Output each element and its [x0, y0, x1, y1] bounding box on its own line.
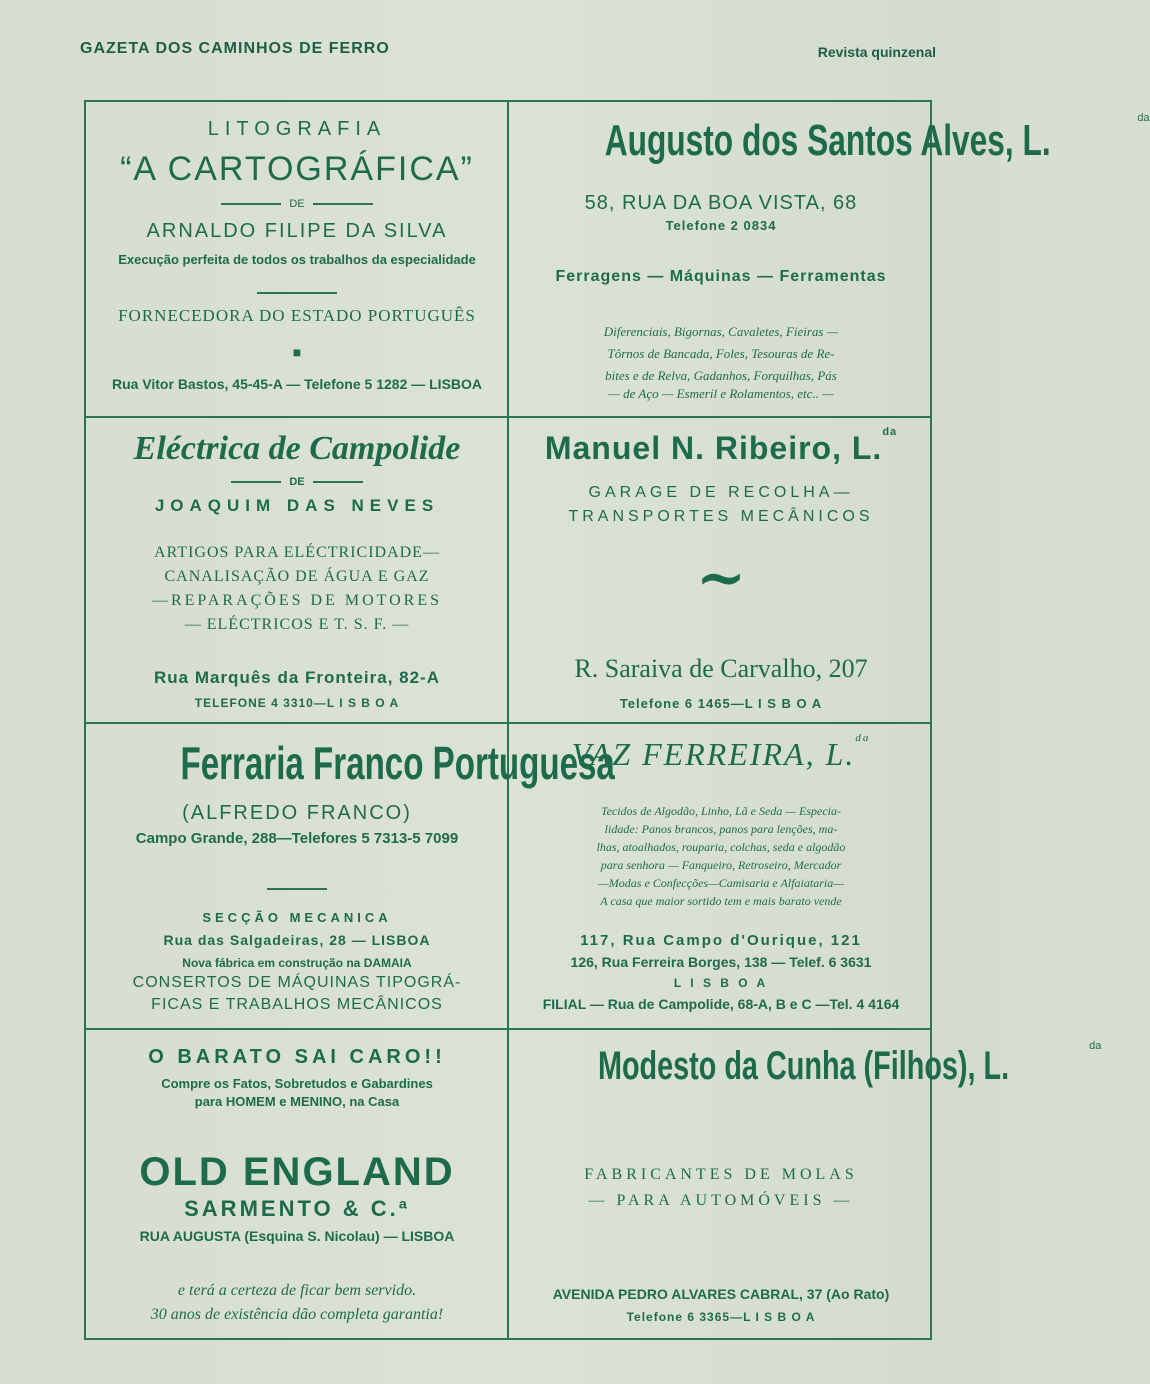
ad8-service-1: FABRICANTES DE MOLAS	[584, 1166, 858, 1183]
ad2-phone: Telefone 2 0834	[665, 218, 777, 233]
ad2-desc-3: bites e de Relva, Gadanhos, Forquilhas, Pás	[605, 368, 837, 383]
ad6-address-1: 117, Rua Campo d'Ourique, 121	[580, 932, 862, 949]
ad3-line-4: — ELÉCTRICOS E T. S. F. —	[184, 616, 410, 633]
ad4-phone: Telefone 6 1465—L I S B O A	[619, 696, 823, 711]
ad6-address-2: 126, Rua Ferreira Borges, 138 — Telef. 6 3631	[570, 954, 872, 970]
ad7-address: RUA AUGUSTA (Esquina S. Nicolau) — LISBOA	[139, 1228, 455, 1244]
ad7-company: SARMENTO & C.ª	[184, 1196, 410, 1221]
ad3-de: DE	[96, 476, 498, 488]
ad6-desc-2: lidade: Panos brancos, panos para lenções, ma-	[604, 822, 838, 836]
ad4-address: R. Saraiva de Carvalho, 207	[574, 654, 868, 683]
ad8-phone: Telefone 6 3365—L I S B O A	[626, 1310, 816, 1324]
ad-electrica-campolide	[96, 418, 498, 722]
ad6-branch: FILIAL — Rua de Campolide, 68-A, B e C —Tel. 4 4164	[542, 996, 900, 1012]
ad5-new-factory: Nova fábrica em construção na DAMAIA	[182, 956, 412, 970]
ad8-service-2: — PARA AUTOMÓVEIS —	[588, 1192, 854, 1209]
ad4-name: Manuel N. Ribeiro, L.$^{da}$	[544, 426, 898, 466]
ad3-line-2: CANALISAÇÃO DE ÁGUA E GAZ	[164, 568, 430, 585]
ad4-service-2: TRANSPORTES MECÂNICOS	[568, 508, 874, 525]
ad4-service-1: GARAGE DE RECOLHA—	[588, 484, 854, 501]
ad8-name: Modesto da Cunha (Filhos), L. $^{da}$	[597, 1040, 1102, 1088]
ad4-ornament: ~	[695, 543, 747, 613]
ad7-footer-2: 30 anos de existência dão completa garantia!	[150, 1306, 444, 1323]
ad7-line-2: Compre os Fatos, Sobretudos e Gabardines	[161, 1076, 433, 1091]
ad2-desc-2: Tôrnos de Bancada, Foles, Tesouras de Re-	[607, 346, 835, 361]
ad5-name: Ferraria Franco Portuguesa	[180, 737, 615, 789]
ad2-name: Augusto dos Santos Alves, L. $^{da}$	[604, 112, 1150, 165]
ad2-address: 58, RUA DA BOA VISTA, 68	[584, 192, 858, 214]
ad6-desc-5: —Modas e Confecções—Camisaria e Alfaiataria—	[598, 876, 844, 890]
ad-santos-alves	[518, 102, 1150, 416]
ad7-footer-1: e terá a certeza de ficar bem servido.	[177, 1282, 417, 1299]
column-divider	[507, 102, 509, 1338]
ad1-rule	[96, 284, 498, 302]
ads-grid	[84, 100, 1150, 1340]
ad2-categories: Ferragens — Máquinas — Ferramentas	[555, 268, 887, 285]
ad5-section-address: Rua das Salgadeiras, 28 — LISBOA	[163, 932, 431, 948]
ad1-address: Rua Vitor Bastos, 45-45-A — Telefone 5 1282 — LISBOA	[111, 376, 483, 392]
ad1-de: DE	[96, 198, 498, 210]
ad1-label: LITOGRAFIA	[207, 118, 387, 140]
ad7-name: OLD ENGLAND	[139, 1150, 455, 1194]
ad2-desc-1: Diferenciais, Bigornas, Cavaletes, Fieiras —	[603, 324, 839, 339]
ad8-address: AVENIDA PEDRO ALVARES CABRAL, 37 (Ao Rato)	[552, 1286, 890, 1302]
ad6-desc-3: lhas, atoalhados, rouparia, colchas, seda e algodão	[596, 840, 846, 854]
ad1-tagline: Execução perfeita de todos os trabalhos da especialidade	[118, 252, 476, 267]
journal-title: GAZETA DOS CAMINHOS DE FERRO	[80, 40, 390, 57]
ad6-desc-1: Tecidos de Algodão, Linho, Lã e Seda — Especia-	[601, 804, 841, 818]
ad3-phone: TELEFONE 4 3310—L I S B O A	[194, 696, 400, 710]
ad5-address: Campo Grande, 288—Telefores 5 7313-5 7099	[135, 830, 459, 847]
ad3-address: Rua Marquês da Fronteira, 82-A	[153, 668, 440, 687]
ad6-desc-4: para senhora — Fanqueiro, Retroseiro, Mercador	[600, 858, 842, 872]
ad-modesto-cunha	[518, 1030, 1102, 1338]
ad5-repairs-2: FICAS E TRABALHOS MECÂNICOS	[151, 996, 443, 1013]
ad2-desc-4: — de Aço — Esmeril e Rolamentos, etc.. —	[608, 386, 834, 401]
ad7-line-3: para HOMEM e MENINO, na Casa	[194, 1094, 400, 1109]
ad7-headline: O BARATO SAI CARO!!	[148, 1046, 446, 1068]
journal-subtitle: Revista quinzenal	[817, 44, 936, 60]
ad5-subtitle: (ALFREDO FRANCO)	[182, 802, 412, 824]
ad1-title: “A CARTOGRÁFICA”	[120, 150, 474, 188]
ad6-city: L I S B O A	[673, 976, 769, 990]
ad6-name: VAZ FERREIRA, L.$^{da}$	[571, 732, 871, 772]
ad5-section: SECÇÃO MECANICA	[202, 910, 392, 925]
ad3-line-3: —REPARAÇÕES DE MOTORES	[151, 592, 443, 609]
ad-vaz-ferreira	[518, 724, 924, 1028]
ad-old-england	[96, 1030, 498, 1338]
ad1-ornament: ■	[292, 344, 302, 360]
ad-ferraria-franco	[96, 724, 615, 1028]
ad5-repairs-1: CONSERTOS DE MÁQUINAS TIPOGRÁ-	[132, 974, 462, 991]
ad-manuel-ribeiro	[518, 418, 924, 722]
ad3-owner: JOAQUIM DAS NEVES	[154, 496, 440, 515]
ad6-desc-6: A casa que maior sortido tem e mais barato vende	[600, 894, 842, 908]
ad3-line-1: ARTIGOS PARA ELÉCTRICIDADE—	[154, 544, 440, 561]
ad3-name: Eléctrica de Campolide	[133, 430, 461, 467]
ad1-owner: ARNALDO FILIPE DA SILVA	[146, 220, 448, 242]
ad1-supplier: FORNECEDORA DO ESTADO PORTUGUÊS	[118, 306, 476, 325]
ad-cartografica	[96, 102, 498, 416]
ad5-rule	[96, 880, 498, 898]
